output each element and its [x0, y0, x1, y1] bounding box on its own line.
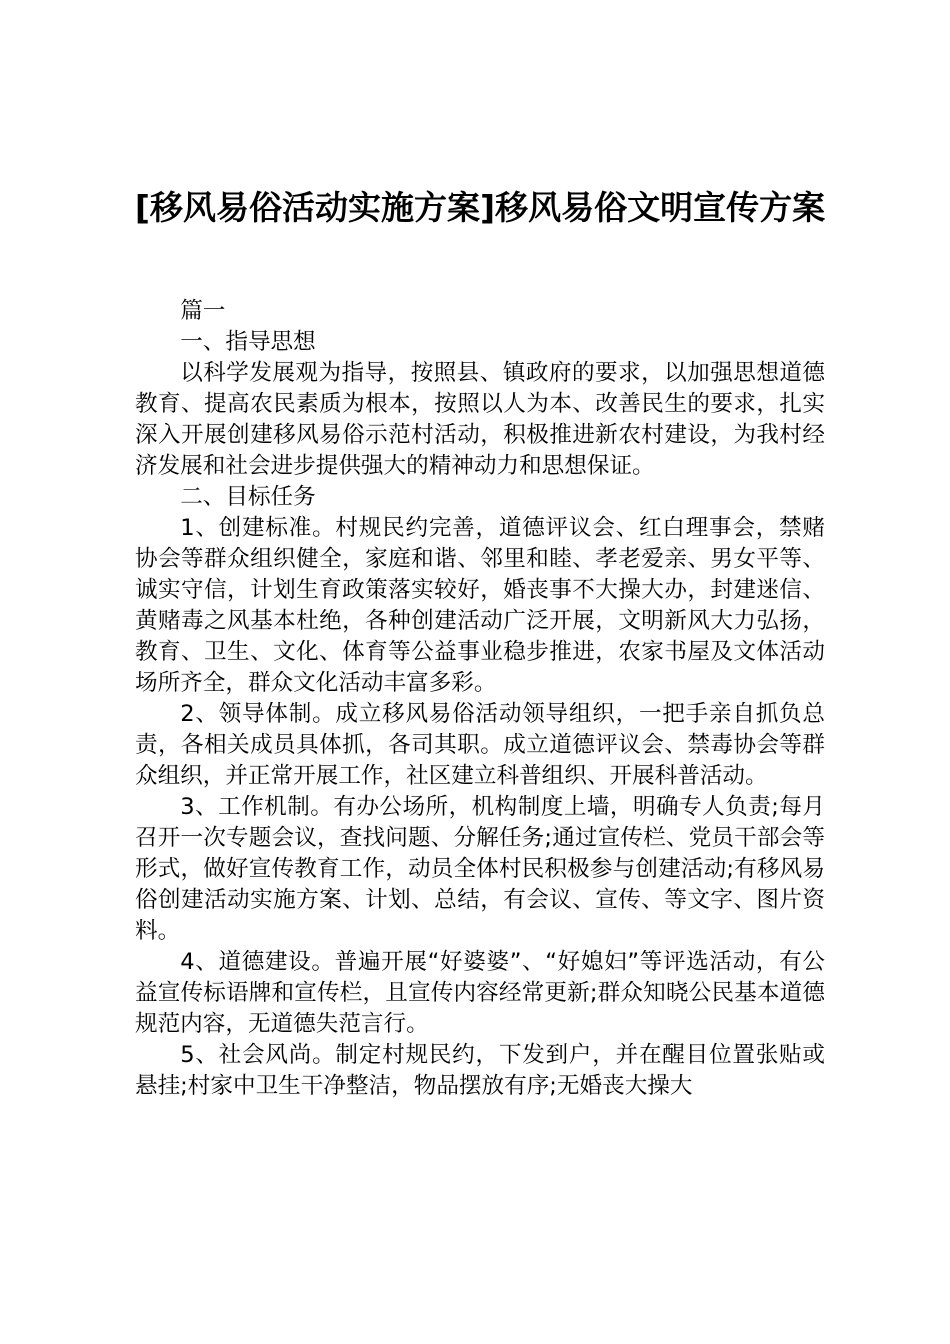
heading-guiding-ideology: 一、指导思想: [180, 329, 316, 355]
document-body: [135, 296, 825, 1102]
section-label: 篇一: [180, 298, 226, 324]
document-title: [移风易俗活动实施方案]移风易俗文明宣传方案: [134, 188, 826, 227]
heading-goals-tasks: 二、目标任务: [180, 484, 316, 510]
paragraph-social-customs: 5、社会风尚。制定村规民约，下发到户，并在醒目位置张贴或悬挂;村家中卫生干净整洁，物品摆放有序;无婚丧大操大: [135, 1042, 825, 1099]
paragraph-guiding-ideology: 以科学发展观为指导，按照县、镇政府的要求，以加强思想道德教育、提高农民素质为根本，按照以人为本、改善民生的要求，扎实深入开展创建移风易俗示范村活动，积极推进新农村建设，为我村经济发展和社会进步提供强大的精神动力和思想保证。: [135, 360, 825, 479]
paragraph-leadership-system: 2、领导体制。成立移风易俗活动领导组织，一把手亲自抓负总责，各相关成员具体抓，各司其职。成立道德评议会、禁毒协会等群众组织，并正常开展工作，社区建立科普组织、开展科普活动。: [135, 701, 825, 789]
paragraph-moral-construction: 4、道德建设。普遍开展“好婆婆”、“好媳妇”等评选活动，有公益宣传标语牌和宣传栏，且宣传内容经常更新;群众知晓公民基本道德规范内容，无道德失范言行。: [135, 949, 825, 1037]
paragraph-work-mechanism: 3、工作机制。有办公场所，机构制度上墙，明确专人负责;每月召开一次专题会议，查找问题、分解任务;通过宣传栏、党员干部会等形式，做好宣传教育工作，动员全体村民积极参与创建活动;有移风易俗创建活动实施方案、计划、总结，有会议、宣传、等文字、图片资料。: [135, 794, 825, 944]
paragraph-creation-standard: 1、创建标准。村规民约完善，道德评议会、红白理事会，禁赌协会等群众组织健全，家庭和谐、邻里和睦、孝老爱亲、男女平等、诚实守信，计划生育政策落实较好，婚丧事不大操大办，封建迷信、黄赌毒之风基本杜绝，各种创建活动广泛开展，文明新风大力弘扬，教育、卫生、文化、体育等公益事业稳步推进，农家书屋及文体活动场所齐全，群众文化活动丰富多彩。: [135, 515, 825, 696]
